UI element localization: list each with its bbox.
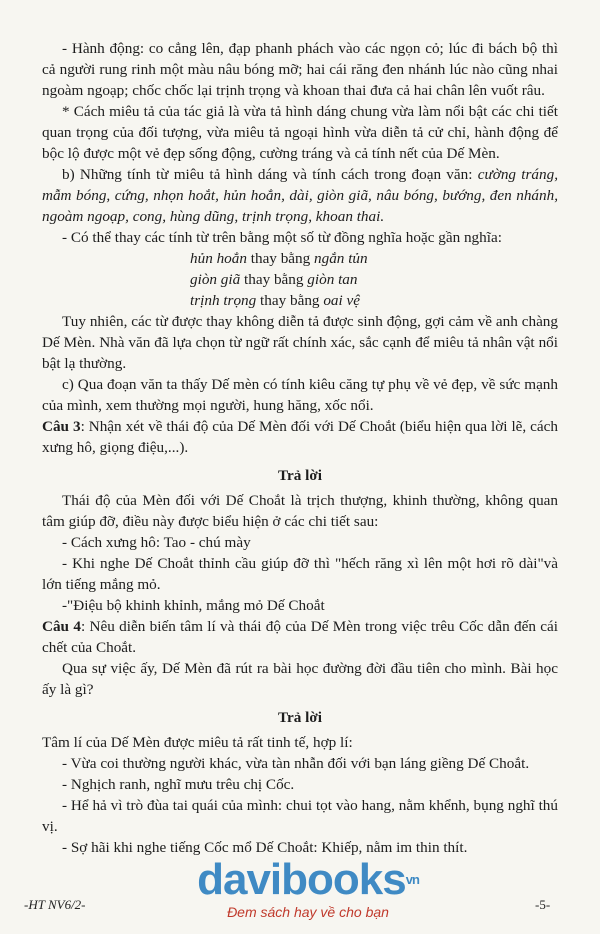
question-4-text: : Nêu diễn biến tâm lí và thái độ của Dế Mèn trong việc trêu Cốc dẫn đến cái chết của Choắt. [42, 618, 558, 656]
page-number: -5- [535, 897, 551, 912]
replacement-synonym: oai vệ [323, 292, 360, 309]
replacement-word: trịnh trọng [190, 292, 257, 309]
answer-3-item: -"Điệu bộ khinh khỉnh, mắng mỏ Dế Choắt [62, 597, 325, 614]
replacement-line [190, 269, 558, 290]
replacement-connector: thay bằng [256, 292, 324, 309]
replacement-synonym: ngắn tủn [314, 250, 368, 267]
answer-3-item: - Khi nghe Dế Choắt thỉnh cầu giúp đỡ thì "hếch răng xì lên một hơi rõ dài"và lớn tiếng mắng mỏ. [42, 555, 558, 593]
answer-4-item: - Sợ hãi khi nghe tiếng Cốc mổ Dế Choắt: Khiếp, nằm im thin thít. [62, 839, 468, 856]
answer-4-item: - Hể hả vì trò đùa tai quái của mình: chui tọt vào hang, nằm khểnh, bụng nghĩ thú vị. [42, 797, 558, 835]
replacement-word: hủn hoẳn [190, 250, 247, 267]
question-3-label: Câu 3 [42, 418, 81, 435]
paragraph-actions: - Hành động: co cẳng lên, đạp phanh phách vào các ngọn cỏ; lúc đi bách bộ thì cả người rung rinh một màu nâu bóng mỡ; hai cái răng đen nhánh lúc nào cũng nhai ngoàm ngoạp; chốc chốc lại trịnh trọng và khoan thai đưa cả hai chân lên vuốt râu. [42, 40, 558, 99]
paragraph-adjectives [42, 164, 558, 227]
adjectives-intro: b) Những tính từ miêu tả hình dáng và tính cách trong đoạn văn: [62, 166, 478, 183]
footer-book-code: -HT NV6/2- [24, 897, 86, 912]
replacement-word: giòn giã [190, 271, 241, 288]
replacement-connector: thay bằng [240, 271, 308, 288]
question-4-label: Câu 4 [42, 618, 81, 635]
paragraph-however: Tuy nhiên, các từ được thay không diễn tả được sinh động, gợi cảm về anh chàng Dế Mèn. Nhà văn đã lựa chọn từ ngữ rất chính xác, sắc cạnh để miêu tả nhân vật nổi bật lạ thường. [42, 313, 558, 372]
question-3 [42, 416, 558, 458]
replacement-list [42, 248, 558, 311]
watermark-logo [178, 855, 438, 904]
answer-heading-1: Trả lời [278, 467, 322, 484]
paragraph-synonyms-intro: - Có thể thay các tính từ trên bằng một số từ đồng nghĩa hoặc gần nghĩa: [62, 229, 502, 246]
answer-heading-2: Trả lời [278, 709, 322, 726]
davibooks-watermark [178, 855, 438, 920]
replacement-connector: thay bằng [246, 250, 315, 267]
replacement-line [190, 290, 558, 311]
adjectives-list: cường tráng, mẫm bóng, cứng, nhọn hoắt, hủn hoẳn, dài, giòn giã, nâu bóng, bướng, đen nhánh, ngoàm ngoạp, cong, hùng dũng, trịnh trọng, khoan thai. [42, 166, 558, 225]
replacement-line [190, 248, 558, 269]
watermark-brand: davibooks [197, 855, 406, 904]
answer-3-intro: Thái độ của Mèn đối với Dế Choắt là trịch thượng, khinh thường, không quan tâm giúp đỡ, điều này được biểu hiện ở các chi tiết sau: [42, 492, 558, 530]
answer-4-intro: Tâm lí của Dế Mèn được miêu tả rất tinh tế, hợp lí: [42, 734, 353, 751]
watermark-tagline: Đem sách hay về cho bạn [227, 904, 389, 920]
question-4-followup: Qua sự việc ấy, Dế Mèn đã rút ra bài học đường đời đầu tiên cho mình. Bài học ấy là gì? [42, 660, 558, 698]
answer-3-item: - Cách xưng hô: Tao - chú mày [62, 534, 251, 551]
answer-4-item: - Vừa coi thường người khác, vừa tàn nhẫn đối với bạn láng giềng Dế Choắt. [62, 755, 530, 772]
paragraph-character-c: c) Qua đoạn văn ta thấy Dế mèn có tính kiêu căng tự phụ về vẻ đẹp, về sức mạnh của mình, xem thường mọi người, hung hăng, xốc nổi. [42, 376, 558, 414]
question-4 [42, 616, 558, 658]
page-content [42, 38, 558, 858]
watermark-tld: vn [405, 872, 419, 887]
replacement-synonym: giòn tan [307, 271, 358, 288]
question-3-text: : Nhận xét về thái độ của Dế Mèn đối với Dế Choắt (biểu hiện qua lời lẽ, cách xưng hô, giọng điệu,...). [42, 418, 558, 456]
answer-4-item: - Nghịch ranh, nghĩ mưu trêu chị Cốc. [62, 776, 295, 793]
paragraph-description-method: * Cách miêu tả của tác giả là vừa tả hình dáng chung vừa làm nổi bật các chi tiết quan trọng của đối tượng, vừa miêu tả ngoại hình vừa diễn tả cử chỉ, hành động để bộc lộ được một vẻ đẹp sống động, cường tráng và cả tính nết của Dế Mèn. [42, 103, 558, 162]
